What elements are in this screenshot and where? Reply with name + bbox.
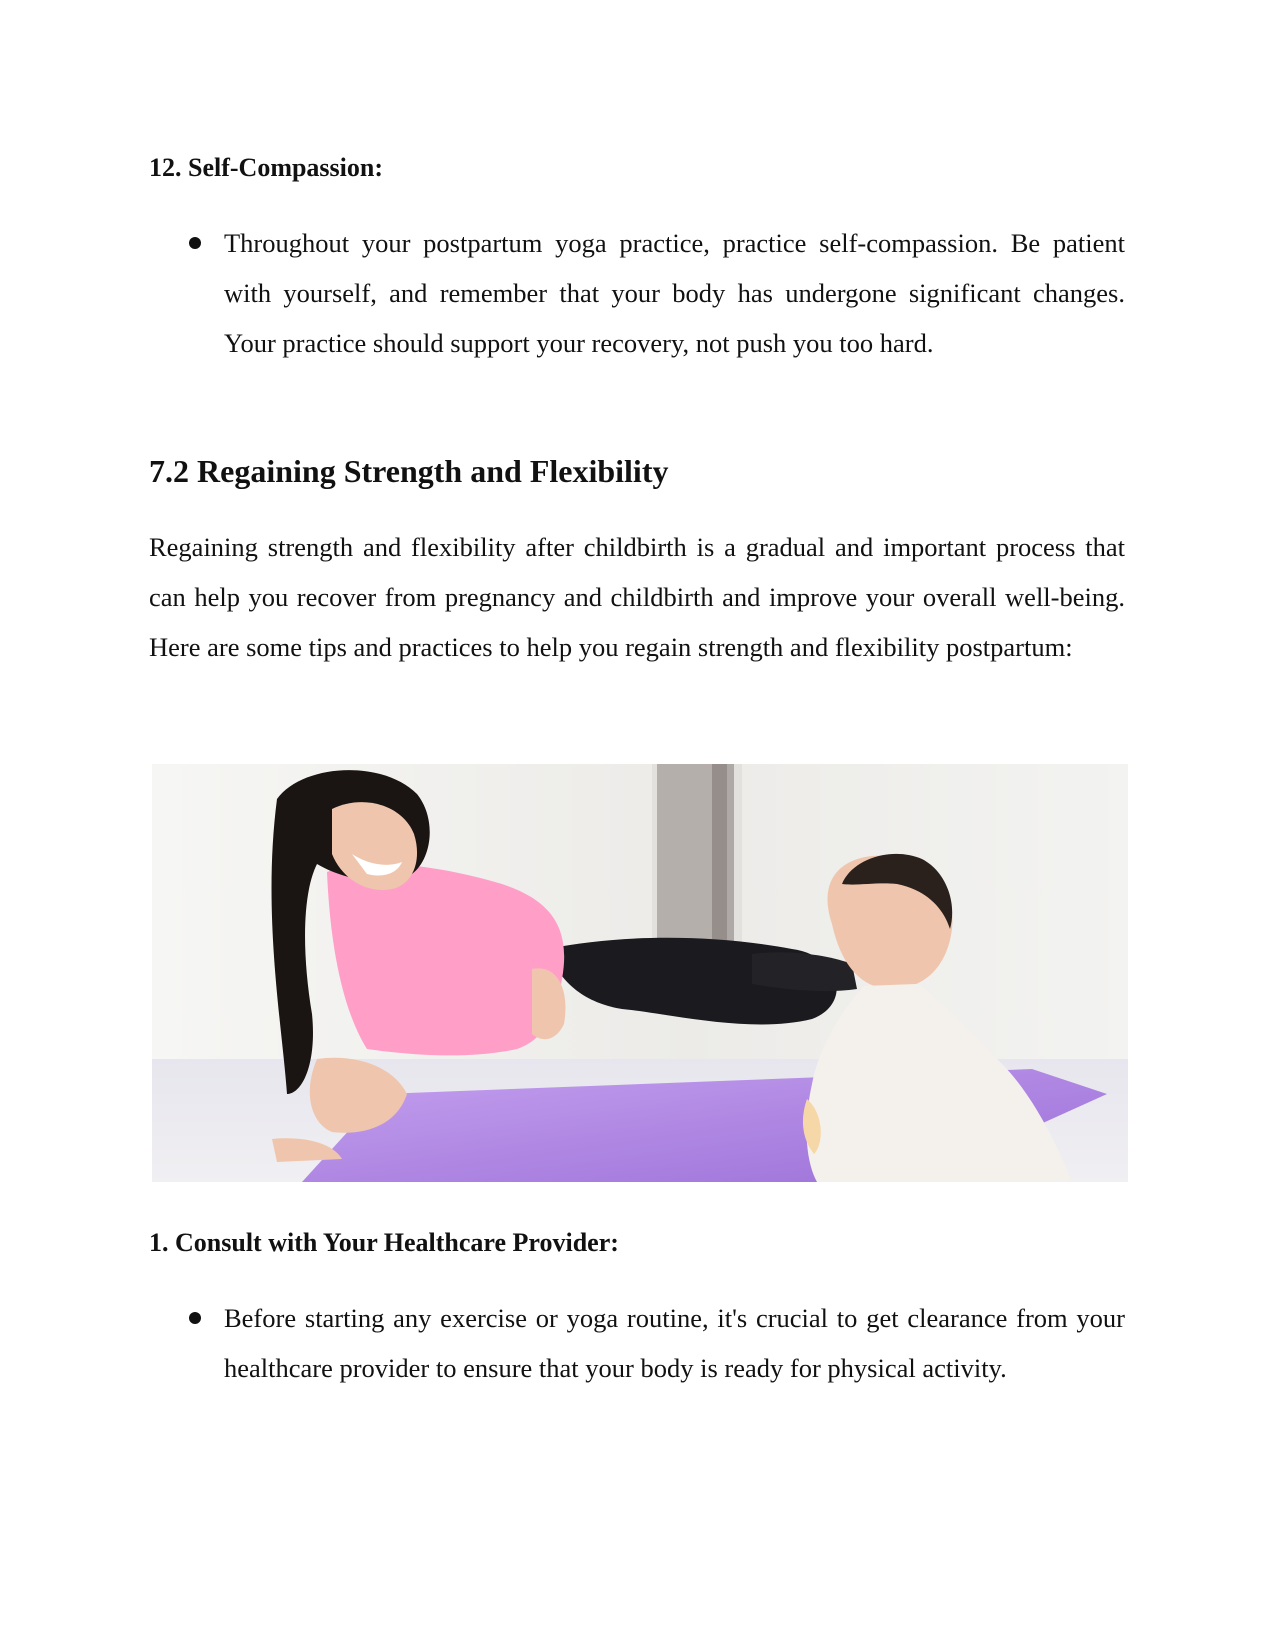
consult-bullet-list (149, 1293, 1125, 1393)
list-item (149, 218, 1125, 368)
postpartum-yoga-photo (152, 764, 1128, 1182)
self-compassion-bullet-list (149, 218, 1125, 368)
section-heading-regaining-strength: 7.2 Regaining Strength and Flexibility (149, 453, 669, 489)
self-compassion-bullet-text: Throughout your postpartum yoga practice, practice self-compassion. Be patient with yourself, and remember that your body has undergone significant changes. Your practice should support your recovery, not push you too hard. (224, 228, 1125, 358)
heading-consult-healthcare-provider: 1. Consult with Your Healthcare Provider: (149, 1228, 619, 1257)
consult-bullet-text: Before starting any exercise or yoga routine, it's crucial to get clearance from your healthcare provider to ensure that your body is ready for physical activity. (224, 1303, 1125, 1383)
bullet-icon (189, 1312, 201, 1324)
regaining-intro-paragraph: Regaining strength and flexibility after childbirth is a gradual and important process that can help you recover from pregnancy and childbirth and improve your overall well-being. Here are some tips and practices to help you regain strength and flexibility postpartum: (149, 532, 1125, 662)
heading-self-compassion: 12. Self-Compassion: (149, 153, 384, 182)
document-page (149, 0, 1125, 1650)
list-item (149, 1293, 1125, 1393)
bullet-icon (189, 237, 201, 249)
